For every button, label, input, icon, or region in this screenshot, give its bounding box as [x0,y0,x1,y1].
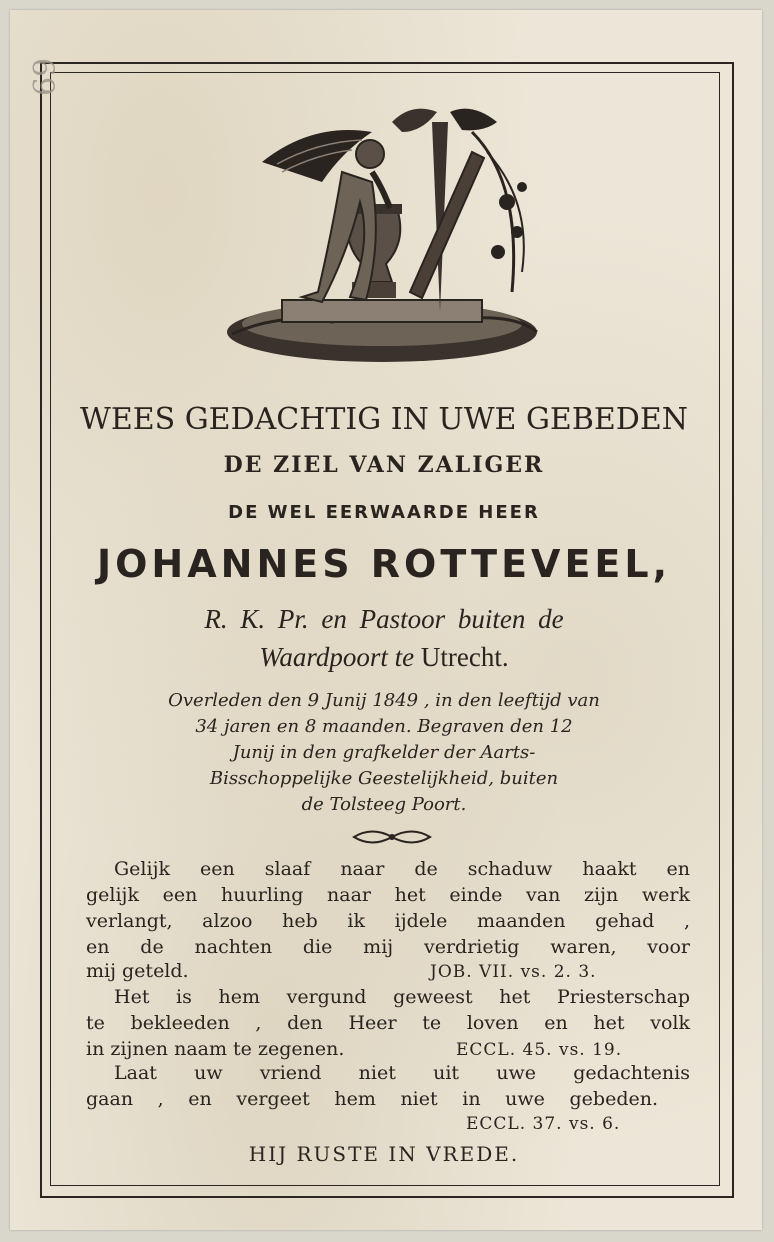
verse-line: Gelijk een slaaf naar de schaduw haakt en [114,858,690,880]
details-line: Bisschoppelijke Geestelijkheid, buiten [209,768,559,789]
verse-line: gaan , en vergeet hem niet in uwe gebeden. [86,1088,658,1110]
line-heer: DE WEL EERWAARDE HEER [228,502,540,523]
scripture-reference: ECCL. 45. vs. 19. [456,1040,623,1060]
heading: WEES GEDACHTIG IN UWE GEBEDEN [80,402,688,437]
details-line: 34 jaren en 8 maanden. Begraven den 12 [195,716,573,737]
verse-line: te bekleeden , den Heer te loven en het volk [86,1012,690,1034]
ornament-divider [352,828,432,846]
title-line-2-place: Utrecht. [420,642,509,672]
verse-line: gelijk een huurling naar het einde van zijn werk [86,884,690,906]
verse-line: Laat uw vriend niet uit uwe gedachtenis [114,1062,690,1084]
mourning-angel-urn-illustration [222,92,548,370]
details-line: Junij in den grafkelder der Aarts- [232,742,536,763]
verse-line: verlangt, alzoo heb ik ijdele maanden gehad , [86,910,690,932]
scripture-reference: ECCL. 37. vs. 6. [466,1114,621,1134]
verse-line: in zijnen naam te zegenen. [86,1038,345,1060]
line-ziel: DE ZIEL VAN ZALIGER [223,452,545,478]
deceased-name: JOHANNES ROTTEVEEL, [96,542,672,586]
verse-line: en de nachten die mij verdrietig waren, voor [86,936,690,958]
scripture-reference: JOB. VII. vs. 2. 3. [430,962,597,982]
details-line: de Tolsteeg Poort. [301,794,467,815]
verse-line: Het is hem vergund geweest het Priesterschap [114,986,690,1008]
title-line-2-italic: Waardpoort te [259,642,415,672]
title-line-2 [60,642,708,673]
closing-line: HIJ RUSTE IN VREDE. [248,1142,520,1166]
title-line-1: R. K. Pr. en Pastoor buiten de [204,604,564,634]
details-line: Overleden den 9 Junij 1849 , in den leeftijd van [168,690,600,711]
verse-line: mij geteld. [86,960,189,982]
pencil-inventory-mark: 69 [28,57,63,96]
